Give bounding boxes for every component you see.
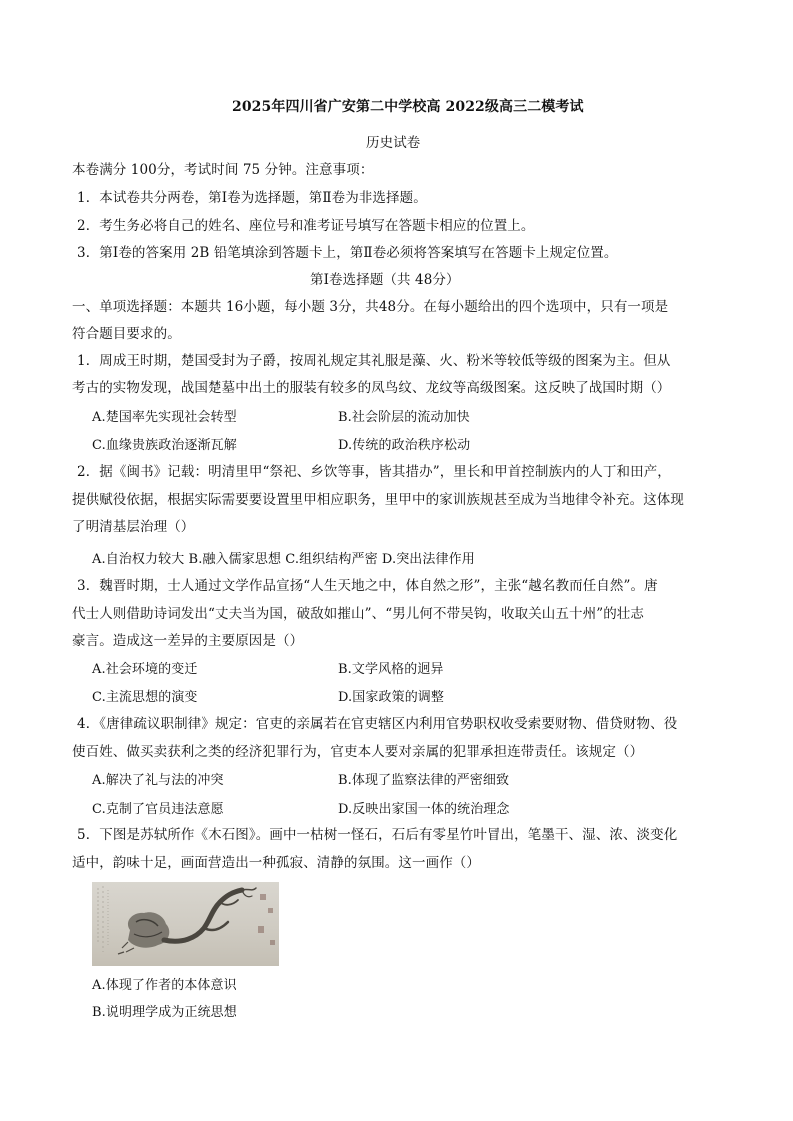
instruction-item-3: 3．第Ⅰ卷的答案用 2B 铅笔填涂到答题卡上，第Ⅱ卷必须将答案填写在答题卡上规定位置。 — [77, 245, 618, 261]
question-4-stem: 4．《唐律疏议职制律》规定：官吏的亲属若在官吏辖区内利用官势职权收受索要财物、借贷财物、役 — [77, 716, 678, 732]
question-1-stem-cont: 考古的实物发现，战国楚墓中出土的服装有较多的凤鸟纹、龙纹等高级图案。这反映了战国时期（） — [72, 380, 671, 396]
question-2-options[interactable]: A.自治权力较大 B.融入儒家思想 C.组织结构严密 D.突出法律作用 — [92, 552, 475, 567]
question-1-option-a[interactable]: A.楚国率先实现社会转型 — [92, 410, 237, 425]
question-5-stem-cont: 适中，韵味十足，画面营造出一种孤寂、清静的氛围。这一画作（） — [72, 855, 480, 871]
question-5-stem: 5．下图是苏轼所作《木石图》。画中一枯树一怪石，石后有零星竹叶冒出，笔墨干、湿、浓、淡变化 — [77, 827, 678, 843]
question-4-stem-cont: 使百姓、做买卖获利之类的经济犯罪行为，官吏本人要对亲属的犯罪承担连带责任。该规定（） — [72, 744, 644, 760]
question-3-stem-cont: 代士人则借助诗词发出“丈夫当为国，破敌如摧山”、“男儿何不带吴钩，收取关山五十州”的壮志 — [72, 606, 645, 622]
instruction-item-2: 2．考生务必将自己的姓名、座位号和准考证号填写在答题卡相应的位置上。 — [77, 218, 535, 234]
question-4-option-c[interactable]: C.克制了官员违法意愿 — [92, 802, 224, 817]
question-3-option-a[interactable]: A.社会环境的变迁 — [92, 662, 198, 677]
question-3-option-b[interactable]: B.文学风格的迥异 — [338, 662, 444, 677]
question-3-option-c[interactable]: C.主流思想的演变 — [92, 690, 198, 705]
painting-image — [92, 882, 279, 966]
question-3-option-d[interactable]: D.国家政策的调整 — [338, 690, 444, 705]
question-4-option-a[interactable]: A.解决了礼与法的冲突 — [92, 773, 224, 788]
question-4-option-b[interactable]: B.体现了监察法律的严密细致 — [338, 773, 510, 788]
instruction-item-1: 1．本试卷共分两卷，第Ⅰ卷为选择题，第Ⅱ卷为非选择题。 — [77, 190, 427, 206]
wood-and-rock-painting — [92, 882, 279, 966]
section-description-cont: 符合题目要求的。 — [72, 326, 181, 342]
question-2-stem: 2．据《闽书》记载：明清里甲“祭祀、乡饮等事，皆其措办”，里长和甲首控制族内的人丁和田产， — [77, 464, 671, 480]
section-description: 一、单项选择题：本题共 16小题，每小题 3分，共48分。在每小题给出的四个选项中，只有一项是 — [72, 299, 669, 315]
question-1-option-b[interactable]: B.社会阶层的流动加快 — [338, 410, 470, 425]
question-2-stem-cont: 提供赋役依据，根据实际需要要设置里甲相应职务，里甲中的家训族规甚至成为当地律令补充。这体现 — [72, 492, 684, 508]
exam-subject: 历史试卷 — [366, 135, 421, 151]
section-heading: 第Ⅰ卷选择题（共 48分） — [310, 272, 460, 288]
question-4-option-d[interactable]: D.反映出家国一体的统治理念 — [338, 802, 510, 817]
question-1-stem: 1．周成王时期，楚国受封为子爵，按周礼规定其礼服是藻、火、粉米等较低等级的图案为主。但从 — [77, 353, 671, 369]
question-5-option-a[interactable]: A.体现了作者的本体意识 — [92, 978, 237, 993]
question-2-stem-end: 了明清基层治理（） — [72, 519, 195, 535]
exam-title: 2025年四川省广安第二中学校高 2022级高三二模考试 — [232, 99, 584, 115]
question-3-stem: 3．魏晋时期，士人通过文学作品宣扬“人生天地之中，体自然之形”，主张“越名教而任自然”。唐 — [77, 578, 658, 594]
question-1-option-c[interactable]: C.血缘贵族政治逐渐瓦解 — [92, 438, 237, 453]
instructions-intro: 本卷满分 100分，考试时间 75 分钟。注意事项： — [72, 162, 374, 178]
question-3-stem-end: 豪言。造成这一差异的主要原因是（） — [72, 633, 304, 649]
question-5-option-b[interactable]: B.说明理学成为正统思想 — [92, 1005, 237, 1020]
question-1-option-d[interactable]: D.传统的政治秩序松动 — [338, 438, 471, 453]
